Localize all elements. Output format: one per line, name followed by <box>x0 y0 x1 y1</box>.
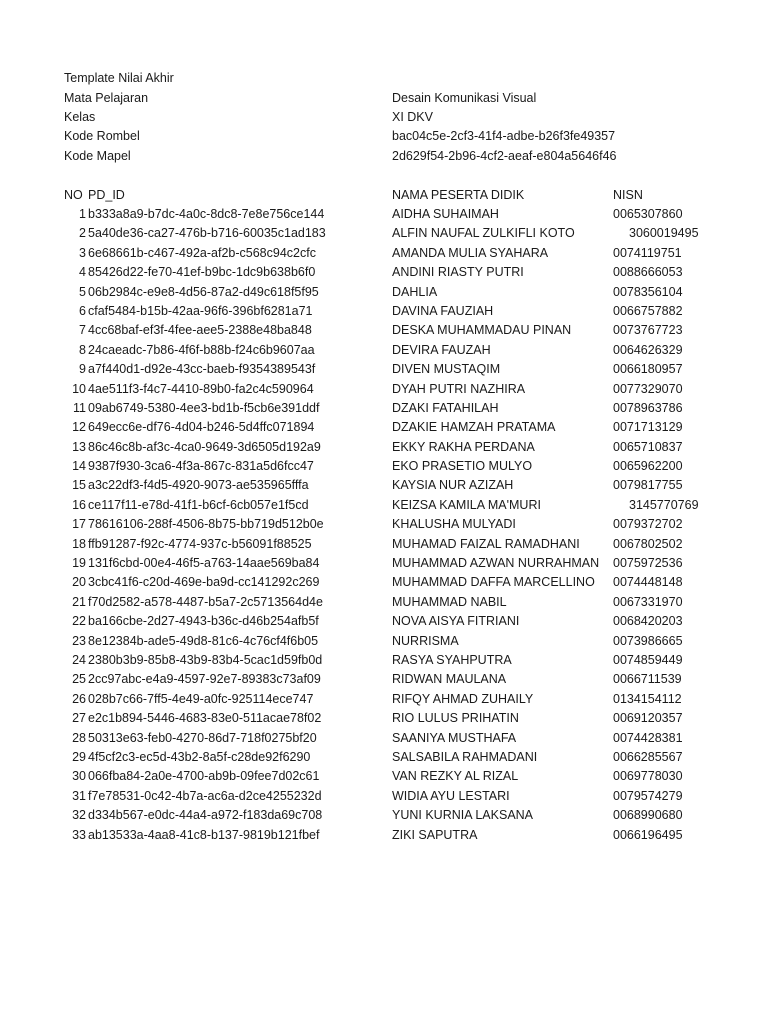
row-number: 15 <box>72 478 86 493</box>
table-row <box>0 787 768 806</box>
table-row <box>0 612 768 631</box>
row-nisn: 0078356104 <box>613 284 683 299</box>
row-nisn: 3145770769 <box>629 497 699 512</box>
row-pd-id: f7e78531-0c42-4b7a-ac6a-d2ce4255232d <box>88 788 322 803</box>
row-nisn: 0065962200 <box>613 459 683 474</box>
table-row <box>0 826 768 845</box>
row-student-name: RIO LULUS PRIHATIN <box>392 711 519 726</box>
table-row <box>0 729 768 748</box>
table-row <box>0 709 768 728</box>
table-row <box>0 748 768 767</box>
row-student-name: DESKA MUHAMMADAU PINAN <box>392 323 572 338</box>
row-pd-id: 3cbc41f6-c20d-469e-ba9d-cc141292c269 <box>88 575 320 590</box>
row-nisn: 0074448148 <box>613 575 683 590</box>
row-student-name: DIVEN MUSTAQIM <box>392 362 501 377</box>
row-student-name: AIDHA SUHAIMAH <box>392 207 499 221</box>
table-row <box>0 380 768 399</box>
table-row <box>0 321 768 340</box>
table-row <box>0 205 768 224</box>
row-student-name: ZIKI SAPUTRA <box>392 827 478 842</box>
row-nisn: 0068990680 <box>613 808 683 823</box>
row-student-name: KAYSIA NUR AZIZAH <box>392 478 514 493</box>
row-student-name: DAVINA FAUZIAH <box>392 303 494 318</box>
row-nisn: 0067802502 <box>613 536 683 551</box>
table-row <box>0 476 768 495</box>
row-student-name: KEIZSA KAMILA MA'MURI <box>392 497 541 512</box>
row-number: 16 <box>72 497 86 512</box>
table-row <box>0 573 768 592</box>
row-student-name: DAHLIA <box>392 284 438 299</box>
row-nisn: 0069120357 <box>613 711 683 726</box>
row-student-name: SALSABILA RAHMADANI <box>392 749 538 764</box>
row-number: 18 <box>72 536 86 551</box>
table-header-row <box>0 186 768 205</box>
table-row <box>0 632 768 651</box>
row-nisn: 0074119751 <box>613 245 682 260</box>
row-number: 2 <box>79 226 86 241</box>
table-row <box>0 554 768 573</box>
row-student-name: VAN REZKY AL RIZAL <box>392 769 519 784</box>
row-student-name: WIDIA AYU LESTARI <box>392 788 510 803</box>
kode-rombel-label: Kode Rombel <box>64 129 140 143</box>
student-table-body <box>0 205 768 845</box>
row-pd-id: 86c46c8b-af3c-4ca0-9649-3d6505d192a9 <box>88 439 321 454</box>
table-row <box>0 690 768 709</box>
row-number: 8 <box>79 342 86 357</box>
row-student-name: MUHAMAD FAIZAL RAMADHANI <box>392 536 580 551</box>
row-nisn: 0077329070 <box>613 381 683 396</box>
row-number: 28 <box>72 730 86 745</box>
row-pd-id: 2380b3b9-85b8-43b9-83b4-5cac1d59fb0d <box>88 652 323 667</box>
table-row <box>0 438 768 457</box>
row-number: 11 <box>73 400 86 415</box>
row-pd-id: 5a40de36-ca27-476b-b716-60035c1ad183 <box>88 226 326 241</box>
row-student-name: MUHAMMAD AZWAN NURRAHMAN <box>392 556 600 571</box>
row-student-name: ALFIN NAUFAL ZULKIFLI KOTO <box>392 226 575 241</box>
row-number: 30 <box>72 769 86 784</box>
row-nisn: 0075972536 <box>613 556 683 571</box>
row-pd-id: 2cc97abc-e4a9-4597-92e7-89383c73af09 <box>88 672 321 687</box>
table-row <box>0 341 768 360</box>
row-student-name: EKKY RAKHA PERDANA <box>392 439 535 454</box>
row-number: 6 <box>79 303 86 318</box>
row-student-name: RASYA SYAHPUTRA <box>392 652 512 667</box>
row-number: 27 <box>72 711 86 726</box>
row-pd-id: f70d2582-a578-4487-b5a7-2c5713564d4e <box>88 594 323 609</box>
row-nisn: 0079574279 <box>613 788 683 803</box>
row-pd-id: 4ae511f3-f4c7-4410-89b0-fa2c4c590964 <box>88 381 314 396</box>
kelas-label: Kelas <box>64 110 96 124</box>
row-student-name: RIFQY AHMAD ZUHAILY <box>392 691 534 706</box>
row-number: 26 <box>72 691 86 706</box>
row-nisn: 0079372702 <box>613 517 683 532</box>
row-nisn: 0079817755 <box>613 478 683 493</box>
row-student-name: RIDWAN MAULANA <box>392 672 507 687</box>
row-pd-id: 85426d22-fe70-41ef-b9bc-1dc9b638b6f0 <box>88 265 316 280</box>
row-pd-id: a7f440d1-d92e-43cc-baeb-f9354389543f <box>88 362 316 377</box>
row-nisn: 0066711539 <box>613 672 682 687</box>
table-row <box>0 457 768 476</box>
row-student-name: DYAH PUTRI NAZHIRA <box>392 381 526 396</box>
row-number: 7 <box>79 323 86 338</box>
table-row <box>0 283 768 302</box>
kelas-value: XI DKV <box>392 110 433 124</box>
row-number: 22 <box>72 614 86 629</box>
row-student-name: MUHAMMAD NABIL <box>392 594 507 609</box>
table-row <box>0 244 768 263</box>
row-nisn: 0066180957 <box>613 362 683 377</box>
row-nisn: 0069778030 <box>613 769 683 784</box>
row-number: 31 <box>72 788 86 803</box>
row-pd-id: 9387f930-3ca6-4f3a-867c-831a5d6fcc47 <box>88 459 314 474</box>
row-number: 23 <box>72 633 86 648</box>
row-student-name: SAANIYA MUSTHAFA <box>392 730 517 745</box>
row-pd-id: e2c1b894-5446-4683-83e0-511acae78f02 <box>88 711 322 726</box>
row-number: 32 <box>72 808 86 823</box>
row-number: 5 <box>79 284 86 299</box>
row-student-name: EKO PRASETIO MULYO <box>392 459 533 474</box>
row-nisn: 3060019495 <box>629 226 699 241</box>
row-student-name: DZAKI FATAHILAH <box>392 400 499 415</box>
row-number: 13 <box>72 439 86 454</box>
row-nisn: 0134154112 <box>613 691 682 706</box>
table-row <box>0 767 768 786</box>
table-row <box>0 593 768 612</box>
row-number: 14 <box>72 459 86 474</box>
row-nisn: 0088666053 <box>613 265 683 280</box>
row-pd-id: ba166cbe-2d27-4943-b36c-d46b254afb5f <box>88 614 319 629</box>
row-student-name: DZAKIE HAMZAH PRATAMA <box>392 420 556 435</box>
table-row <box>0 399 768 418</box>
row-student-name: DEVIRA FAUZAH <box>392 342 491 357</box>
row-student-name: YUNI KURNIA LAKSANA <box>392 808 534 823</box>
kode-rombel-value: bac04c5e-2cf3-41f4-adbe-b26f3fe49357 <box>392 129 616 143</box>
row-pd-id: ab13533a-4aa8-41c8-b137-9819b121fbef <box>88 827 320 842</box>
row-number: 29 <box>72 749 86 764</box>
row-pd-id: 4f5cf2c3-ec5d-43b2-8a5f-c28de92f6290 <box>88 749 311 764</box>
row-pd-id: b333a8a9-b7dc-4a0c-8dc8-7e8e756ce144 <box>88 207 325 221</box>
table-row <box>0 535 768 554</box>
row-nisn: 0073986665 <box>613 633 683 648</box>
row-nisn: 0067331970 <box>613 594 683 609</box>
row-number: 9 <box>79 362 86 377</box>
row-pd-id: ce117f11-e78d-41f1-b6cf-6cb057e1f5cd <box>88 497 309 512</box>
row-pd-id: 78616106-288f-4506-8b75-bb719d512b0e <box>88 517 324 532</box>
row-number: 20 <box>72 575 86 590</box>
row-nisn: 0064626329 <box>613 342 683 357</box>
row-number: 17 <box>72 517 86 532</box>
row-pd-id: 24caeadc-7b86-4f6f-b88b-f24c6b9607aa <box>88 342 315 357</box>
kode-mapel-value: 2d629f54-2b96-4cf2-aeaf-e804a5646f46 <box>392 149 617 163</box>
row-number: 25 <box>72 672 86 687</box>
table-row <box>0 496 768 515</box>
row-number: 19 <box>72 556 86 571</box>
table-row <box>0 224 768 243</box>
row-nisn: 0068420203 <box>613 614 683 629</box>
row-number: 10 <box>72 381 86 396</box>
row-nisn: 0065710837 <box>613 439 683 454</box>
kode-mapel-label: Kode Mapel <box>64 149 131 163</box>
row-pd-id: 09ab6749-5380-4ee3-bd1b-f5cb6e391ddf <box>88 400 320 415</box>
row-pd-id: 4cc68baf-ef3f-4fee-aee5-2388e48ba848 <box>88 323 312 338</box>
row-nisn: 0066757882 <box>613 303 683 318</box>
row-number: 33 <box>72 827 86 842</box>
row-pd-id: 50313e63-feb0-4270-86d7-718f0275bf20 <box>88 730 317 745</box>
table-row <box>0 670 768 689</box>
row-number: 21 <box>72 594 86 609</box>
table-row <box>0 302 768 321</box>
row-number: 3 <box>79 245 86 260</box>
row-pd-id: 6e68661b-c467-492a-af2b-c568c94c2cfc <box>88 245 316 260</box>
row-student-name: AMANDA MULIA SYAHARA <box>392 245 549 260</box>
mata-pelajaran-value: Desain Komunikasi Visual <box>392 91 537 105</box>
row-nisn: 0074428381 <box>613 730 683 745</box>
row-number: 12 <box>72 420 86 435</box>
row-pd-id: a3c22df3-f4d5-4920-9073-ae535965fffa <box>88 478 309 493</box>
mata-pelajaran-label: Mata Pelajaran <box>64 91 149 105</box>
table-row <box>0 418 768 437</box>
row-pd-id: 131f6cbd-00e4-46f5-a763-14aae569ba84 <box>88 556 320 571</box>
row-pd-id: 649ecc6e-df76-4d04-b246-5d4ffc071894 <box>88 420 315 435</box>
table-row <box>0 651 768 670</box>
row-pd-id: 06b2984c-e9e8-4d56-87a2-d49c618f5f95 <box>88 284 319 299</box>
row-nisn: 0074859449 <box>613 652 683 667</box>
table-row <box>0 263 768 282</box>
header-no: NO <box>64 188 83 202</box>
row-pd-id: cfaf5484-b15b-42aa-96f6-396bf6281a71 <box>88 303 313 318</box>
row-nisn: 0065307860 <box>613 207 683 221</box>
row-student-name: ANDINI RIASTY PUTRI <box>392 265 524 280</box>
row-nisn: 0078963786 <box>613 400 683 415</box>
row-pd-id: 8e12384b-ade5-49d8-81c6-4c76cf4f6b05 <box>88 633 319 648</box>
row-nisn: 0066196495 <box>613 827 683 842</box>
template-title: Template Nilai Akhir <box>64 71 174 85</box>
row-nisn: 0066285567 <box>613 749 683 764</box>
header-pd-id: PD_ID <box>88 188 125 202</box>
row-pd-id: d334b567-e0dc-44a4-a972-f183da69c708 <box>88 808 323 823</box>
row-number: 1 <box>79 207 86 221</box>
table-row <box>0 806 768 825</box>
row-number: 4 <box>79 265 86 280</box>
table-row <box>0 515 768 534</box>
row-nisn: 0071713129 <box>613 420 683 435</box>
row-pd-id: 066fba84-2a0e-4700-ab9b-09fee7d02c61 <box>88 769 320 784</box>
table-row <box>0 360 768 379</box>
row-number: 24 <box>72 652 86 667</box>
row-pd-id: ffb91287-f92c-4774-937c-b56091f88525 <box>88 536 312 551</box>
row-student-name: MUHAMMAD DAFFA MARCELLINO <box>392 575 595 590</box>
row-student-name: NOVA AISYA FITRIANI <box>392 614 520 629</box>
row-student-name: NURRISMA <box>392 633 459 648</box>
row-student-name: KHALUSHA MULYADI <box>392 517 516 532</box>
row-pd-id: 028b7c66-7ff5-4e49-a0fc-925114ece747 <box>88 691 314 706</box>
row-nisn: 0073767723 <box>613 323 683 338</box>
header-nama: NAMA PESERTA DIDIK <box>392 188 525 202</box>
header-nisn: NISN <box>613 188 643 202</box>
